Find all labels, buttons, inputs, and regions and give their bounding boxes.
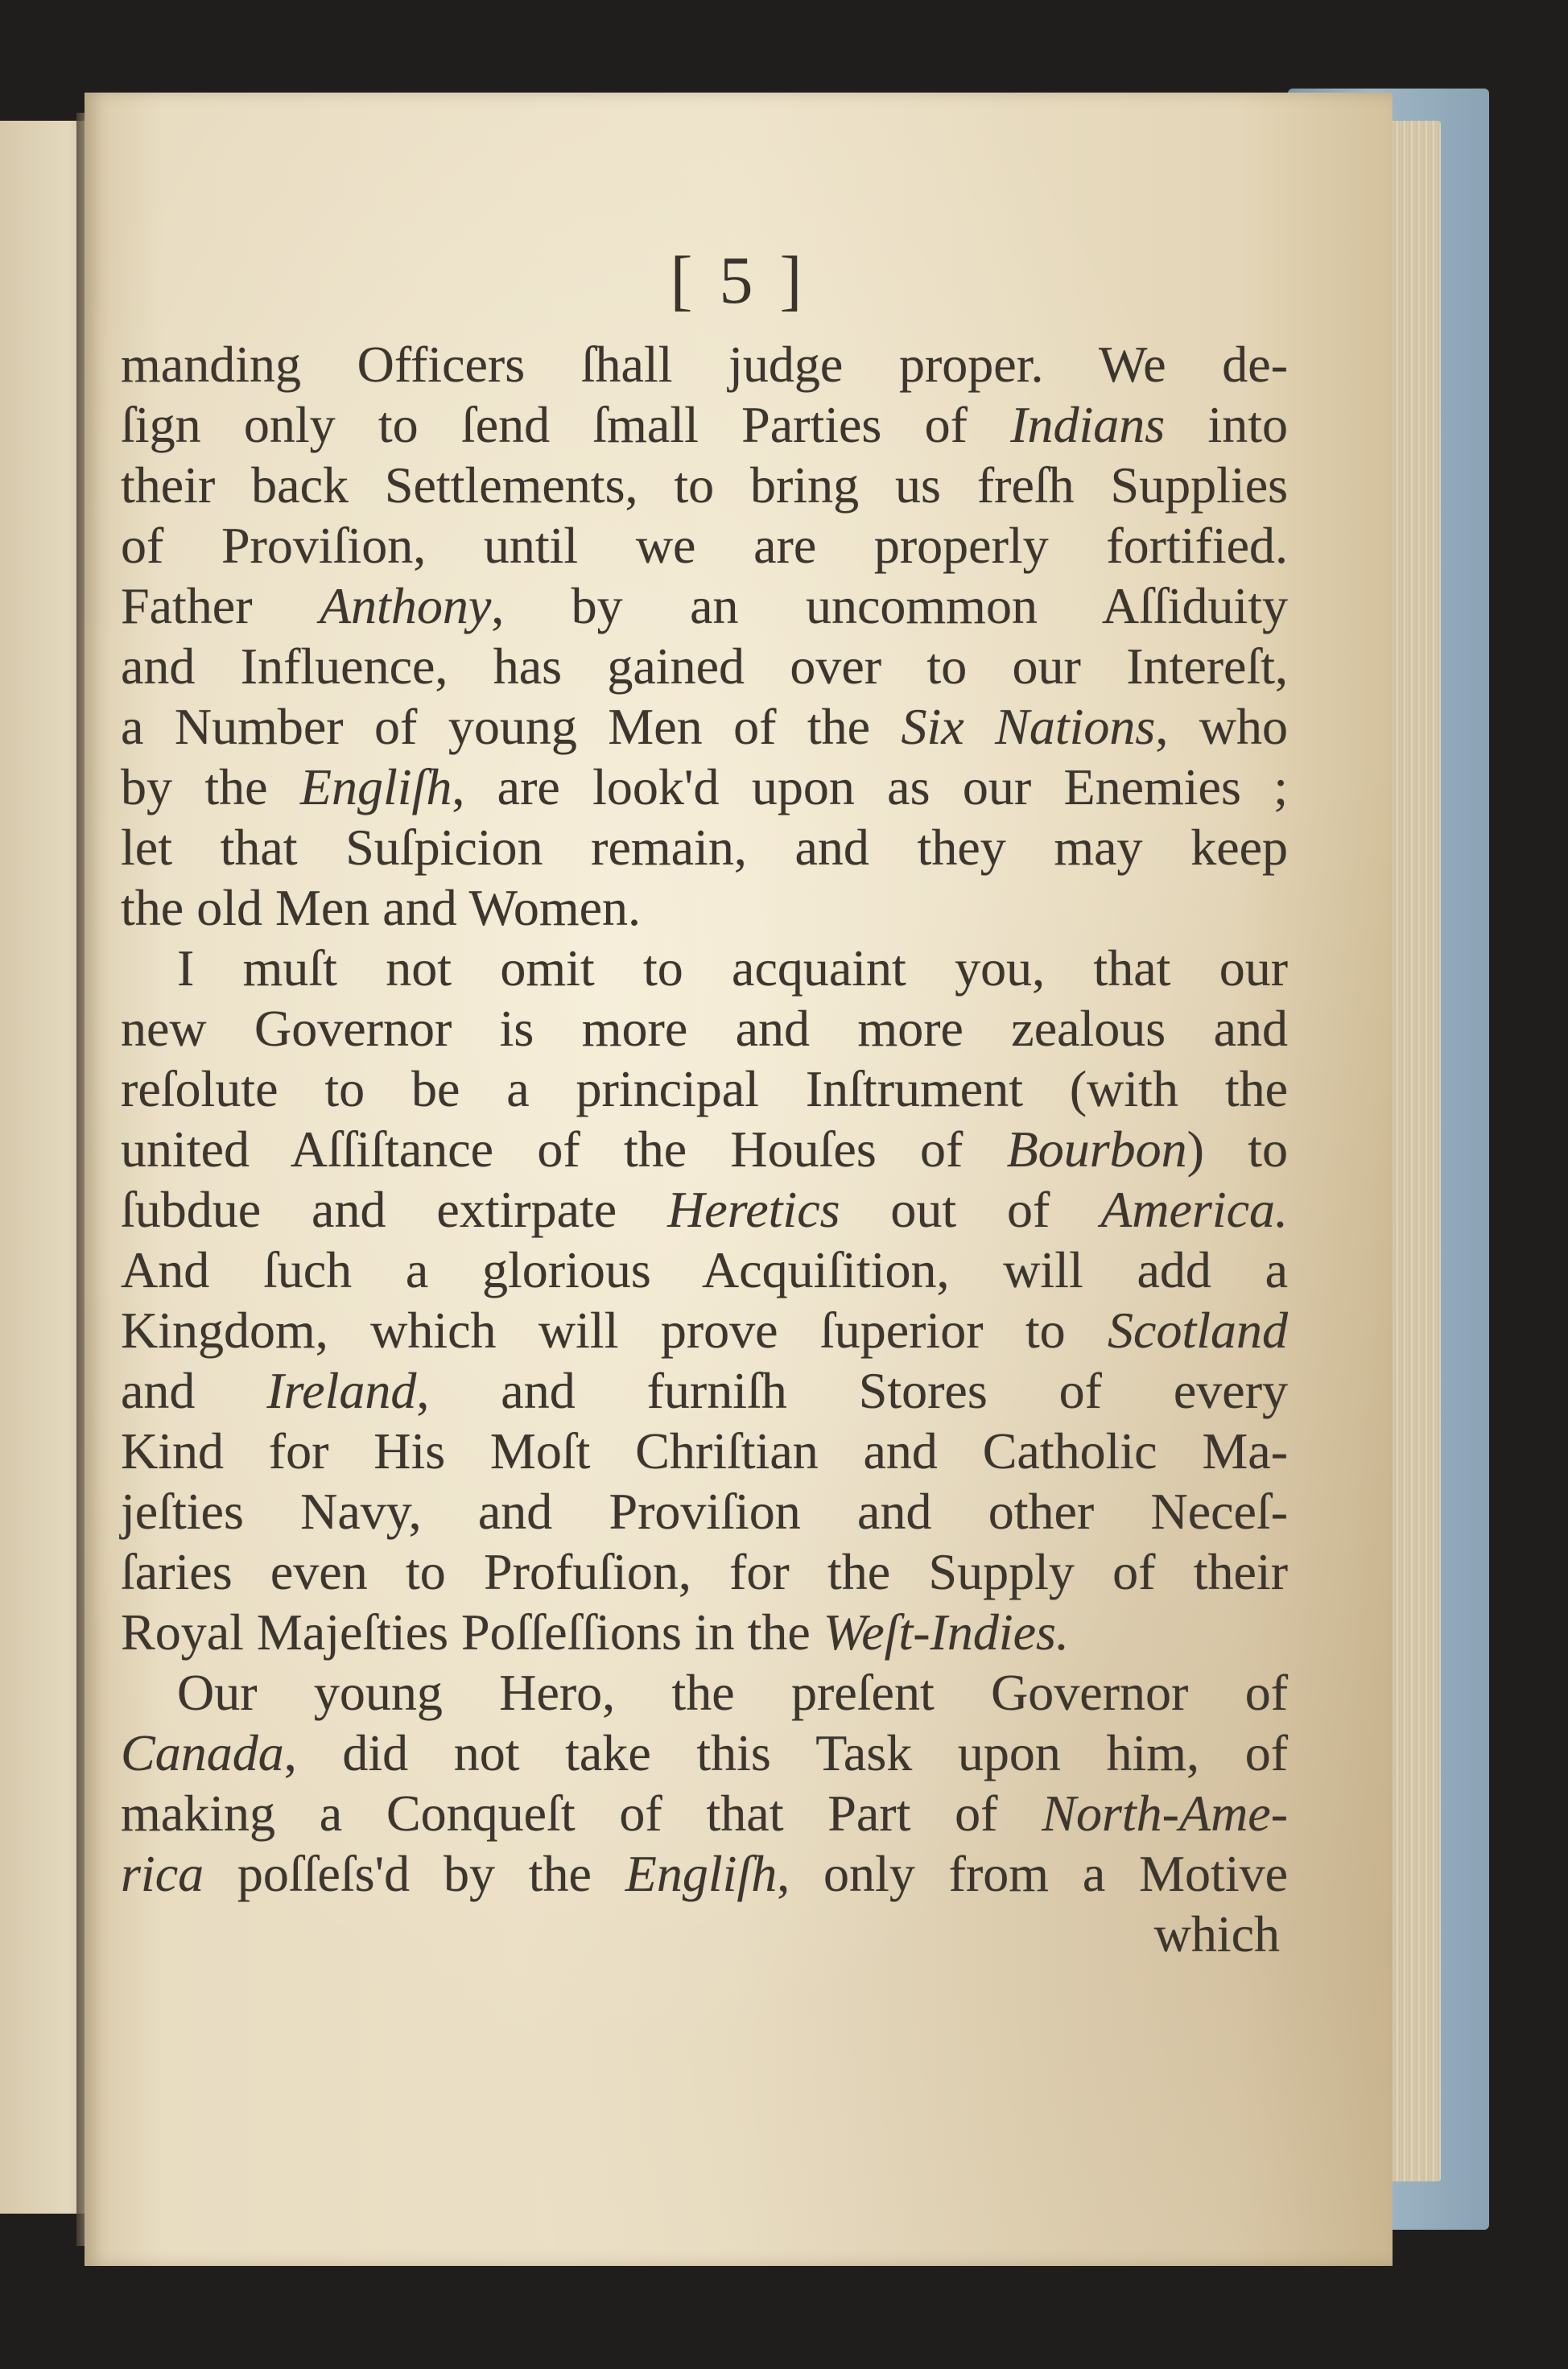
text-segment: reſolute to be a principal Inſtrument (with the — [121, 1060, 1288, 1117]
text-segment: ) to — [1186, 1121, 1289, 1178]
text-segment: let that Suſpicion remain, and they may keep — [121, 819, 1288, 876]
text-segment: Kind for His Moſt Chriſtian and Catholic Ma- — [121, 1422, 1288, 1480]
text-segment: ſign only to ſend ſmall Parties of — [121, 396, 1011, 453]
text-line — [121, 1481, 1288, 1542]
italic-text: Bourbon — [1006, 1121, 1187, 1178]
text-segment: new Governor is more and more zealous and — [121, 1000, 1288, 1057]
text-line — [121, 1602, 1288, 1662]
text-segment: Our young Hero, the preſent Governor of — [177, 1664, 1288, 1721]
text-segment: Royal Majeſties Poſſeſſions in the — [121, 1603, 823, 1661]
text-segment: , who — [1155, 698, 1289, 755]
italic-text: Ireland — [266, 1362, 417, 1419]
italic-text: Heretics — [667, 1181, 840, 1238]
text-segment: , only from a Motive — [777, 1845, 1288, 1902]
italic-text: Indians — [1010, 396, 1166, 453]
text-segment: Father — [121, 577, 320, 634]
page-number: [ 5 ] — [670, 243, 807, 318]
text-lines — [121, 334, 1288, 1904]
text-line — [121, 576, 1288, 636]
italic-text: Weſt-Indies. — [823, 1603, 1069, 1661]
text-line — [121, 334, 1288, 394]
text-line — [121, 696, 1288, 757]
text-segment: poſſeſs'd by the — [204, 1845, 625, 1902]
italic-text: Engliſh — [625, 1845, 778, 1902]
text-segment: united Aſſiſtance of the Houſes of — [121, 1121, 1007, 1178]
text-line — [121, 817, 1288, 877]
book-page — [85, 93, 1393, 2266]
text-line — [121, 455, 1288, 515]
italic-text: North-Ame- — [1042, 1785, 1288, 1842]
text-segment: by the — [121, 758, 300, 815]
text-segment: , and furniſh Stores of every — [416, 1362, 1288, 1419]
text-segment: ſaries even to Profuſion, for the Supply of their — [121, 1543, 1288, 1600]
text-line — [121, 1662, 1288, 1723]
text-segment: the old Men and Women. — [121, 879, 641, 936]
text-line — [121, 1421, 1288, 1481]
text-line — [121, 938, 1288, 998]
italic-text: America. — [1100, 1181, 1288, 1238]
page-text — [121, 334, 1288, 1964]
text-segment: , are look'd upon as our Enemies ; — [452, 758, 1289, 815]
text-segment: , by an uncommon Aſſiduity — [491, 577, 1289, 634]
text-line — [121, 998, 1288, 1059]
italic-text: Anthony — [319, 577, 492, 634]
italic-text: Engliſh — [299, 758, 452, 815]
text-segment: and — [121, 1362, 267, 1419]
text-segment: into — [1165, 396, 1289, 453]
text-line — [121, 1783, 1288, 1843]
text-segment: their back Settlements, to bring us freſh Supplies — [121, 456, 1288, 514]
text-segment: I muſt not omit to acquaint you, that our — [177, 939, 1288, 997]
text-segment: and Influence, has gained over to our Intereſt, — [121, 638, 1288, 695]
text-line — [121, 515, 1288, 576]
text-segment: of Proviſion, until we are properly fortified. — [121, 517, 1288, 574]
catchword: which — [1153, 1905, 1280, 1962]
text-line — [121, 877, 1288, 938]
text-segment: out of — [840, 1181, 1101, 1238]
text-line — [121, 1179, 1288, 1240]
italic-text: Six Nations — [901, 698, 1156, 755]
italic-text: Scotland — [1108, 1302, 1288, 1359]
text-line — [121, 757, 1288, 817]
text-line — [121, 1300, 1288, 1360]
text-line — [121, 1240, 1288, 1300]
text-segment: a Number of young Men of the — [121, 698, 902, 755]
text-segment: And ſuch a glorious Acquiſition, will add a — [121, 1241, 1288, 1298]
text-line — [121, 1723, 1288, 1783]
text-segment: jeſties Navy, and Proviſion and other Neceſ- — [121, 1483, 1288, 1540]
text-segment: making a Conqueſt of that Part of — [121, 1785, 1042, 1842]
text-line — [121, 1843, 1288, 1904]
text-line — [121, 394, 1288, 455]
text-line — [121, 1360, 1288, 1421]
text-line — [121, 636, 1288, 696]
text-segment: ſubdue and extirpate — [121, 1181, 668, 1238]
text-line — [121, 1119, 1288, 1179]
text-segment: , did not take this Task upon him, of — [283, 1724, 1288, 1781]
text-segment: Kingdom, which will prove ſuperior to — [121, 1302, 1108, 1359]
italic-text: rica — [121, 1845, 204, 1902]
text-line — [121, 1542, 1288, 1602]
text-segment: manding Officers ſhall judge proper. We de- — [121, 336, 1288, 393]
italic-text: Canada — [121, 1724, 284, 1781]
text-line — [121, 1059, 1288, 1119]
